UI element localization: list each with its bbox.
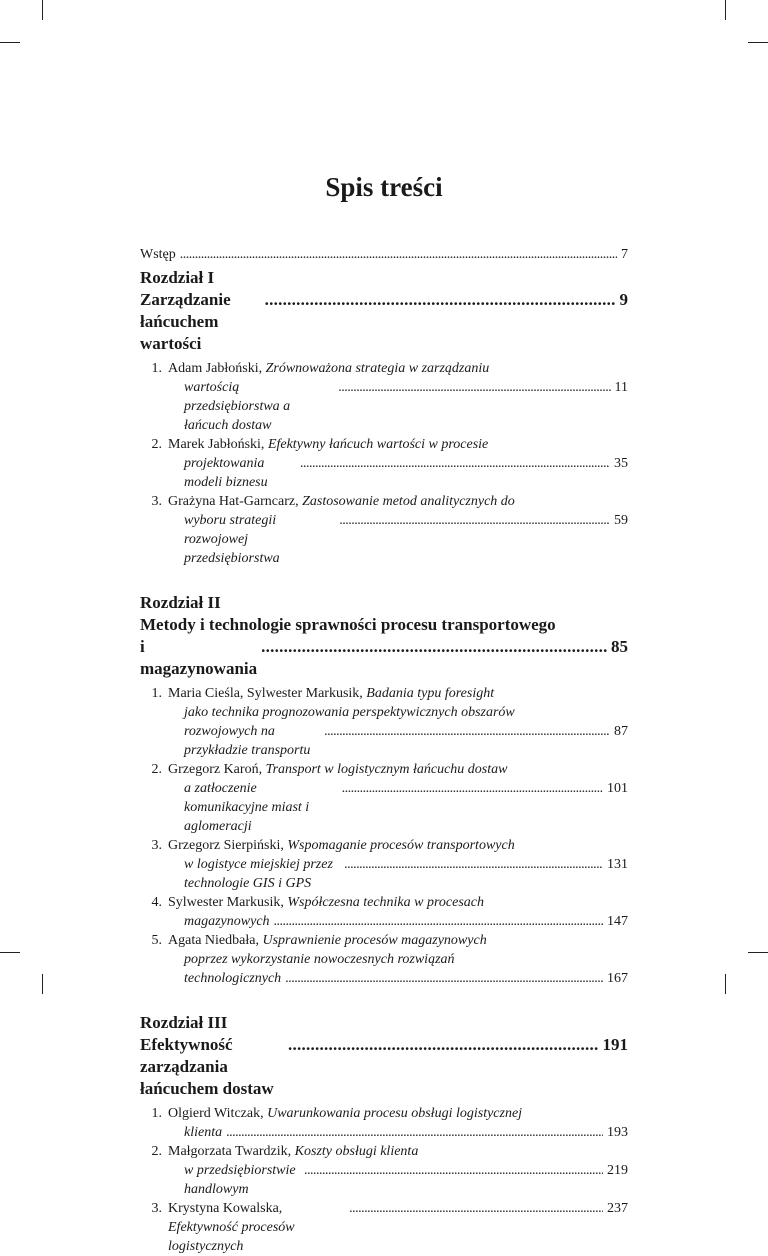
chapter-heading: Rozdział I [140, 268, 215, 287]
dot-leader [274, 912, 603, 931]
chapter-heading: Rozdział II [140, 593, 221, 612]
page-number: 219 [607, 1163, 628, 1178]
entry-number: 1. [151, 361, 162, 376]
entry-number: 2. [151, 1144, 162, 1159]
toc-entry [140, 435, 628, 492]
chapter-entries [140, 1104, 628, 1256]
page-number: 131 [607, 857, 628, 872]
dot-leader [304, 1161, 603, 1180]
crop-mark [725, 974, 726, 994]
entry-number: 3. [151, 838, 162, 853]
page-number: 237 [607, 1201, 628, 1216]
entry-title: wyboru strategii rozwojowej przedsiębiorstwa [184, 513, 280, 566]
chapter-title-text: Zarządzanie łańcuchem wartości [140, 290, 231, 353]
dot-leader [344, 855, 603, 874]
dot-leader [324, 722, 610, 741]
chapter-section [140, 592, 628, 988]
entry-title: Efektywność procesów logistycznych [168, 1220, 295, 1254]
page-number: 87 [614, 724, 628, 739]
section-gap [140, 988, 628, 1010]
toc-entry [140, 1104, 628, 1142]
entry-title: magazynowych [184, 914, 270, 929]
entry-title: Zastosowanie metod analitycznych do [302, 494, 515, 509]
entry-author: Adam Jabłoński, [168, 361, 266, 376]
entry-number: 2. [151, 437, 162, 452]
entry-title: a zatłoczenie komunikacyjne miast i aglomeracji [184, 781, 310, 834]
entry-title: Koszty obsługi klienta [294, 1144, 419, 1159]
dot-leader [261, 636, 607, 658]
dot-leader [180, 245, 617, 265]
entry-author: Marek Jabłoński, [168, 437, 268, 452]
dot-leader [288, 1034, 598, 1056]
entry-title: technologicznych [184, 971, 282, 986]
dot-leader [339, 511, 610, 530]
page-number: 191 [602, 1035, 628, 1054]
toc-entry [140, 931, 628, 988]
crop-mark [725, 0, 726, 20]
entry-author: Sylwester Markusik, [168, 895, 288, 910]
entry-number: 3. [151, 1201, 162, 1216]
entry-title: Efektywny łańcuch wartości w procesie [267, 437, 489, 452]
entry-author: Grzegorz Sierpiński, [168, 838, 288, 853]
chapter-section [140, 267, 628, 568]
chapter-entries [140, 684, 628, 988]
section-gap [140, 568, 628, 590]
table-of-contents [140, 245, 628, 1256]
entry-title: w logistyce miejskiej przez technologie GIS i GPS [184, 857, 333, 891]
toc-entry [140, 492, 628, 568]
chapter-entries [140, 359, 628, 568]
toc-entry [140, 1199, 628, 1256]
toc-entry [140, 684, 628, 760]
chapter-title [140, 1034, 628, 1100]
page-number: 9 [619, 290, 628, 309]
entry-title: w przedsiębiorstwie handlowym [184, 1163, 296, 1197]
entry-author: Grzegorz Karoń, [168, 762, 266, 777]
entry-title: Badania typu foresight [366, 686, 495, 701]
toc-entry [140, 836, 628, 893]
toc-intro [140, 245, 628, 265]
dot-leader [342, 779, 603, 798]
crop-mark [0, 952, 20, 953]
entry-author: Grażyna Hat-Garncarz, [168, 494, 303, 509]
toc-entry [140, 760, 628, 836]
crop-mark [748, 42, 768, 43]
page-number: 167 [607, 971, 628, 986]
dot-leader [265, 289, 616, 311]
entry-title: Współczesna technika w procesach [287, 895, 484, 910]
chapter-section [140, 1012, 628, 1256]
page-number: 7 [621, 247, 628, 262]
toc-entry [140, 1142, 628, 1199]
crop-mark [42, 0, 43, 20]
entry-author: Agata Niedbała, [168, 933, 263, 948]
entry-title: klienta [184, 1125, 223, 1140]
dot-leader [349, 1199, 603, 1218]
entry-title: Zrównoważona strategia w zarządzaniu [265, 361, 490, 376]
entry-title: Transport w logistycznym łańcuchu dostaw [265, 762, 508, 777]
chapter-heading: Rozdział III [140, 1013, 228, 1032]
entry-number: 1. [151, 1106, 162, 1121]
chapter-title [140, 614, 628, 636]
toc-entry [140, 893, 628, 931]
crop-mark [748, 952, 768, 953]
entry-number: 5. [151, 933, 162, 948]
page-number: 85 [611, 637, 628, 656]
page-number: 147 [607, 914, 628, 929]
page-number: 11 [614, 380, 628, 395]
entry-number: 3. [151, 494, 162, 509]
page-number: 35 [614, 456, 628, 471]
page-number: 59 [614, 513, 628, 528]
entry-title: wartością przedsiębiorstwa a łańcuch dostaw [184, 380, 291, 433]
dot-leader [226, 1123, 603, 1142]
entry-number: 4. [151, 895, 162, 910]
entry-author: Maria Cieśla, Sylwester Markusik, [168, 686, 367, 701]
page-title: Spis treści [325, 172, 443, 202]
entry-title: poprzez wykorzystanie nowoczesnych rozwiązań [184, 952, 455, 967]
entry-title: projektowania modeli biznesu [184, 456, 268, 490]
crop-mark [42, 974, 43, 994]
chapter-title [140, 289, 628, 355]
intro-label: Wstęp [140, 247, 176, 262]
entry-author: Olgierd Witczak, [168, 1106, 268, 1121]
entry-title: Uwarunkowania procesu obsługi logistycznej [267, 1106, 523, 1121]
crop-mark [0, 42, 20, 43]
chapter-title [140, 636, 628, 680]
entry-author: Małgorzata Twardzik, [168, 1144, 295, 1159]
dot-leader [285, 969, 603, 988]
toc-entry [140, 359, 628, 435]
entry-author: Krystyna Kowalska, [168, 1201, 283, 1216]
chapter-title-text: Efektywność zarządzania łańcuchem dostaw [140, 1035, 274, 1098]
entry-title: Wspomaganie procesów transportowych [287, 838, 515, 853]
chapter-title-text: i magazynowania [140, 637, 258, 678]
page-number: 193 [607, 1125, 628, 1140]
page-number: 101 [607, 781, 628, 796]
entry-number: 2. [151, 762, 162, 777]
dot-leader [300, 454, 610, 473]
entry-title: jako technika prognozowania perspektywicznych obszarów [184, 705, 515, 720]
dot-leader [338, 378, 610, 397]
entry-number: 1. [151, 686, 162, 701]
chapter-title-text: Metody i technologie sprawności procesu transportowego [140, 615, 556, 634]
entry-title: Usprawnienie procesów magazynowych [262, 933, 487, 948]
entry-title: rozwojowych na przykładzie transportu [184, 724, 311, 758]
